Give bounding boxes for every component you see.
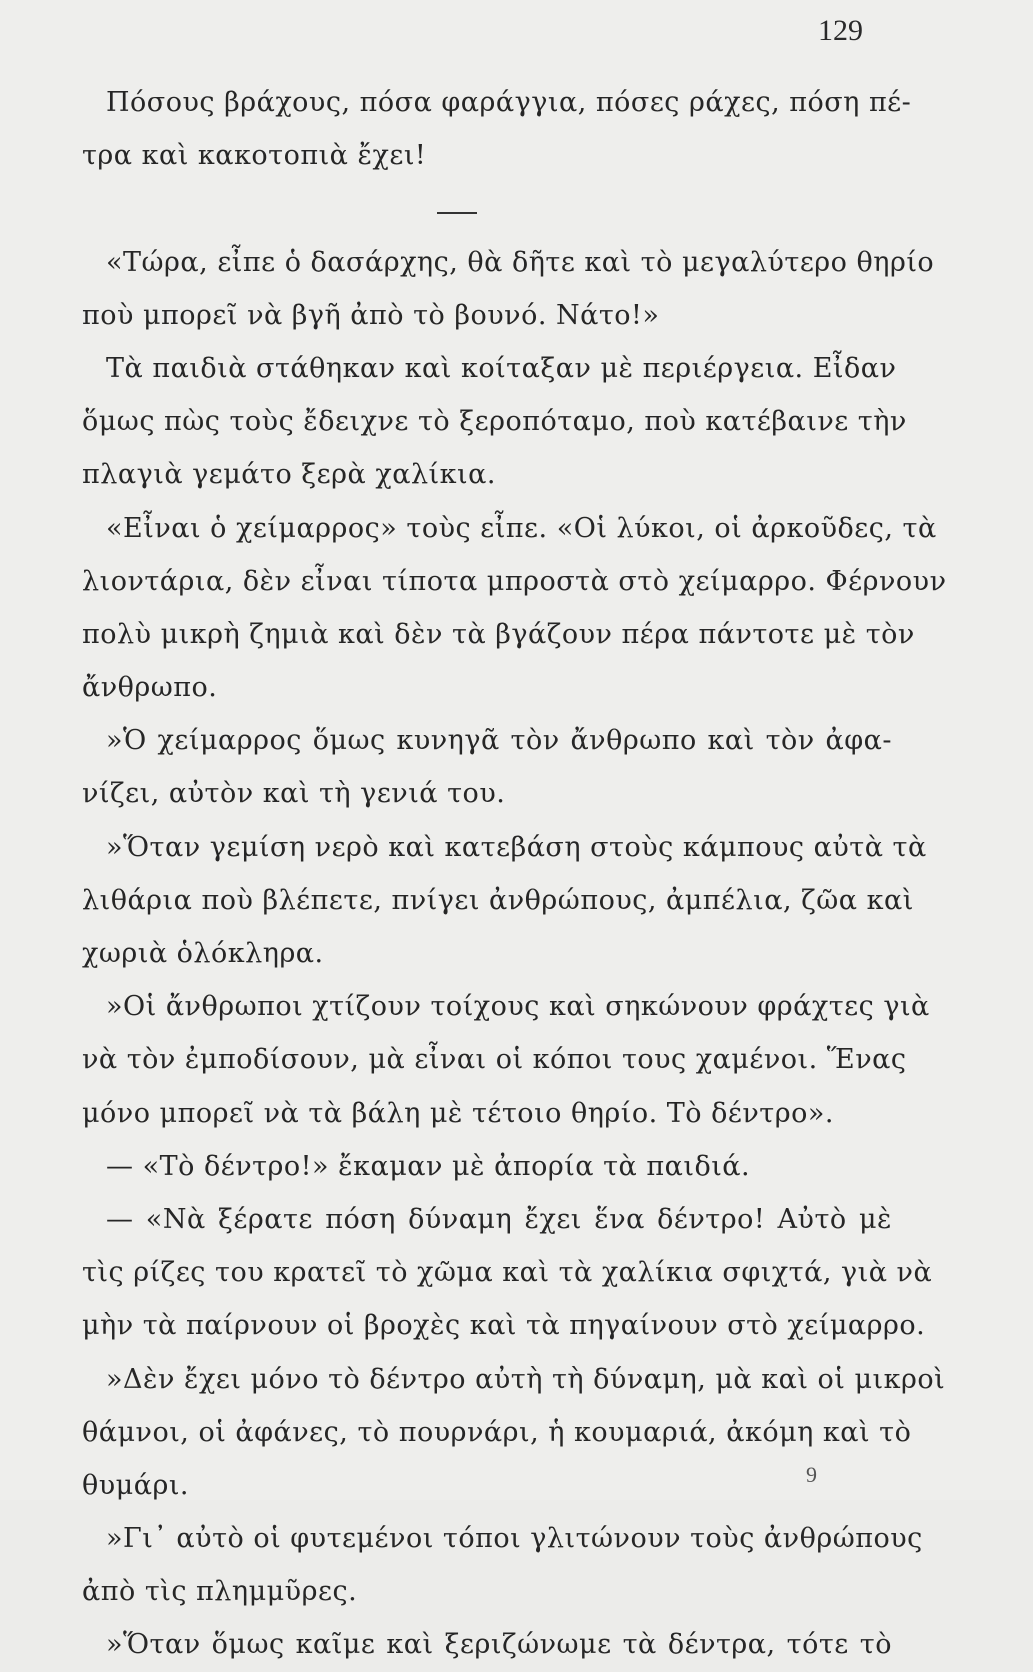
text-line: τρα καὶ κακοτοπιὰ ἔχει! [82,140,427,172]
text-line: ποὺ μπορεῖ νὰ βγῆ ἀπὸ τὸ βουνό. Νάτο!» [82,299,660,331]
text-line: ὅμως πὼς τοὺς ἔδειχνε τὸ ξεροπόταμο, ποὺ κατέβαινε τὴν [82,406,907,438]
text-line: λιθάρια ποὺ βλέπετε, πνίγει ἀνθρώπους, ἀμπέλια, ζῶα καὶ [82,884,914,916]
text-line: θυμάρι. [82,1469,189,1501]
text-line: »Γι᾽ αὐτὸ οἱ φυτεμένοι τόποι γλιτώνουν τοὺς ἀνθρώπους [106,1523,923,1555]
text-line: ἄνθρωπο. [82,672,218,704]
divider-dash [437,212,477,214]
text-line: θάμνοι, οἱ ἀφάνες, τὸ πουρνάρι, ἡ κουμαριά, ἀκόμη καὶ τὸ [82,1416,912,1448]
text-line: — «Νὰ ξέρατε πόση δύναμη ἔχει ἕνα δέντρο! Αὐτὸ μὲ [106,1203,892,1235]
section-divider [82,182,892,235]
text-line: μὴν τὰ παίρνουν οἱ βροχὲς καὶ τὰ πηγαίνουν στὸ χείμαρρο. [82,1310,926,1342]
text-line: λιοντάρια, δὲν εἶναι τίποτα μπροστὰ στὸ χείμαρρο. Φέρνουν [82,565,947,597]
text-line: νὰ τὸν ἐμποδίσουν, μὰ εἶναι οἱ κόποι τους χαμένοι. Ἕνας [82,1044,907,1076]
text-line: »Οἱ ἄνθρωποι χτίζουν τοίχους καὶ σηκώνουν φράχτες γιὰ [106,991,930,1023]
text-line: — «Τὸ δέντρο!» ἔκαμαν μὲ ἀπορία τὰ παιδιά. [106,1150,751,1182]
text-line: πολὺ μικρὴ ζημιὰ καὶ δὲν τὰ βγάζουν πέρα πάντοτε μὲ τὸν [82,618,915,650]
text-line: νίζει, αὐτὸν καὶ τὴ γενιά του. [82,778,506,810]
text-line: Τὰ παιδιὰ στάθηκαν καὶ κοίταξαν μὲ περιέργεια. Εἶδαν [106,352,897,384]
text-line: »Ὅταν γεμίση νερὸ καὶ κατεβάση στοὺς κάμπους αὐτὰ τὰ [106,831,927,863]
text-line: »Δὲν ἔχει μόνο τὸ δέντρο αὐτὴ τὴ δύναμη, μὰ καὶ οἱ μικροὶ [106,1363,946,1395]
text-line: »Ὁ χείμαρρος ὅμως κυνηγᾶ τὸν ἄνθρωπο καὶ τὸν ἀφα- [106,725,892,757]
text-line: ἀπὸ τὶς πλημμῦρες. [82,1576,358,1608]
signature-mark: 9 [806,1462,817,1487]
text-line: «Εἶναι ὁ χείμαρρος» τοὺς εἶπε. «Οἱ λύκοι, οἱ ἀρκοῦδες, τὰ [106,512,937,544]
body-text [82,76,947,1672]
text-line: χωριὰ ὁλόκληρα. [82,938,324,969]
text-line: »Ὅταν ὅμως καῖμε καὶ ξεριζώνωμε τὰ δέντρα, τότε τὸ [106,1629,892,1661]
text-line: μόνο μπορεῖ νὰ τὰ βάλη μὲ τέτοιο θηρίο. Τὸ δέντρο». [82,1097,834,1129]
page-number: 129 [818,14,863,47]
text-line: τὶς ρίζες του κρατεῖ τὸ χῶμα καὶ τὰ χαλίκια σφιχτά, γιὰ νὰ [82,1257,933,1289]
text-line: Πόσους βράχους, πόσα φαράγγια, πόσες ράχες, πόση πέ- [106,87,912,118]
text-line: «Τώρα, εἶπε ὁ δασάρχης, θὰ δῆτε καὶ τὸ μεγαλύτερο θηρίο [106,246,935,278]
text-line: πλαγιὰ γεμάτο ξερὰ χαλίκια. [82,459,496,491]
